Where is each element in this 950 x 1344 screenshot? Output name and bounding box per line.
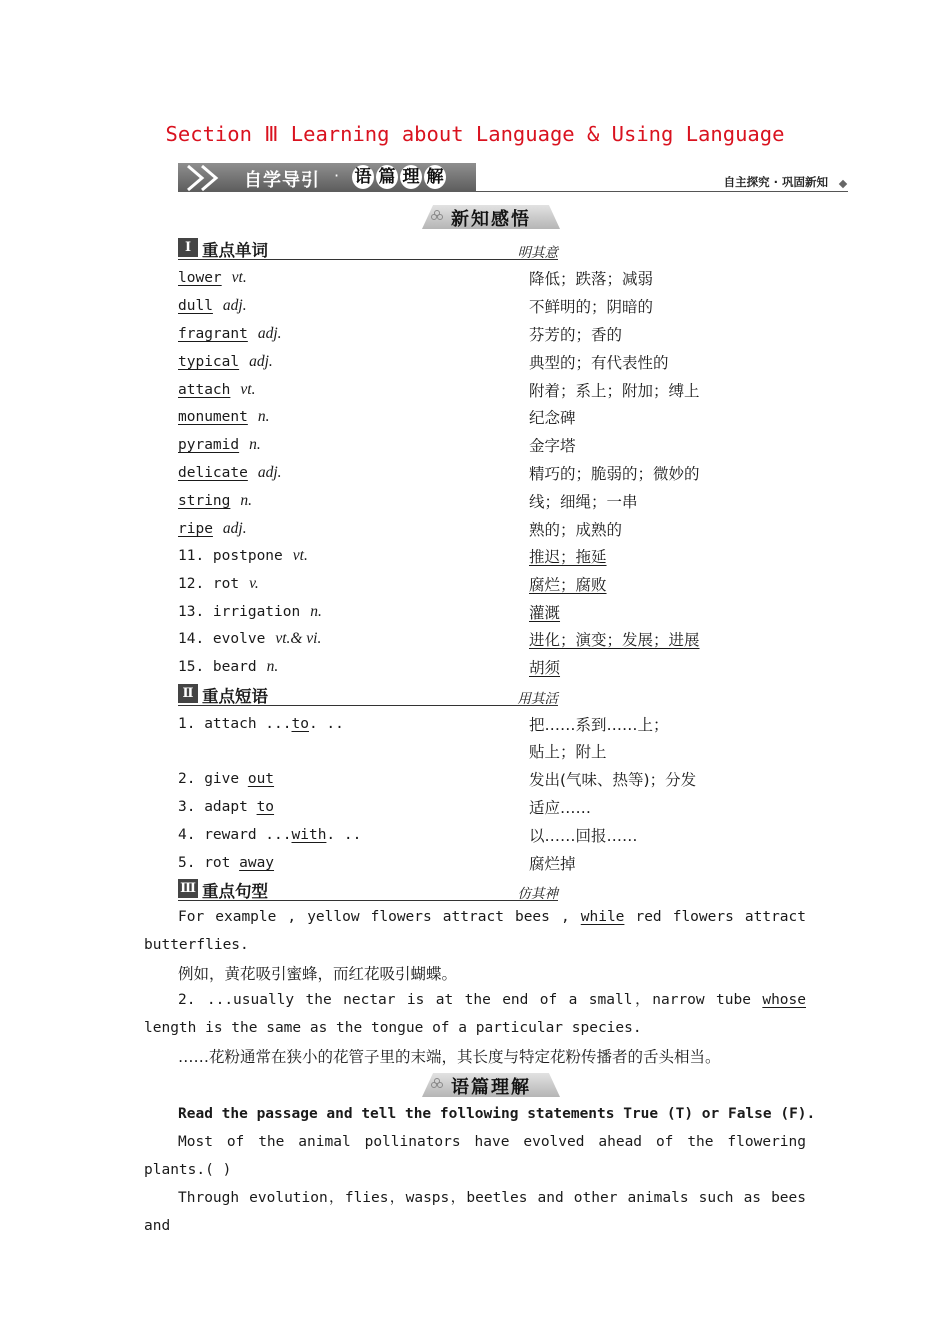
word: string [178, 493, 231, 509]
phrase-row [178, 769, 274, 787]
reading-question-2: Through evolution，flies，wasps，beetles and other animals such as bees and [144, 1190, 806, 1234]
part-of-speech: adj. [222, 520, 247, 537]
word-meaning: 降低；跌落；减弱 [529, 270, 654, 288]
part-of-speech: v. [249, 575, 259, 592]
double-chevron-icon [182, 165, 236, 191]
word-meaning: 芬芳的；香的 [529, 326, 623, 344]
tag-new-knowledge [422, 205, 560, 231]
word-row [178, 324, 282, 343]
banner-dot: · [334, 166, 340, 185]
word: monument [178, 409, 248, 425]
sentence-2 [144, 987, 806, 1042]
word: 12. rot [178, 576, 240, 592]
subheading-label: 重点句型 [202, 882, 268, 901]
subheading-phrases [178, 683, 558, 706]
word-meaning: 腐烂；腐败 [529, 576, 607, 594]
phrase-text: . .. [326, 827, 362, 843]
part-of-speech: vt.& vi. [275, 630, 322, 647]
word-row [178, 380, 255, 399]
sentence-text: For example , yellow flowers attract bees , [178, 909, 581, 925]
phrase-text: 4. reward ... [178, 827, 292, 843]
word-row [178, 657, 278, 676]
sentence-text: red flowers attract butterflies. [144, 909, 806, 953]
word-meaning: 不鲜明的；阴暗的 [529, 298, 654, 316]
phrase-meaning: 适应…… [529, 799, 592, 817]
banner-sub-char: 篇 [376, 165, 398, 189]
phrase-text: . .. [308, 716, 344, 732]
word: attach [178, 382, 231, 398]
word-row [178, 268, 247, 287]
sentence-blank: while [580, 909, 625, 925]
word-meaning: 附着；系上；附加；缚上 [529, 382, 700, 400]
word-meaning: 金字塔 [529, 437, 576, 455]
word-meaning: 精巧的；脆弱的；微妙的 [529, 465, 700, 483]
word-meaning: 熟的；成熟的 [529, 521, 623, 539]
banner-main-text: 自学导引 [244, 170, 320, 191]
word-row [178, 463, 282, 482]
phrase-meaning: 以……回报…… [529, 827, 638, 845]
subheading-right: 明其意 [517, 245, 558, 261]
word-meaning: 纪念碑 [529, 409, 576, 427]
word-row [178, 602, 322, 621]
banner-right-text: 自主探究 · 巩固新知 [723, 175, 828, 189]
word-meaning: 推迟；拖延 [529, 548, 607, 566]
phrase-blank: away [239, 855, 275, 871]
tag-reading [422, 1073, 560, 1099]
page-title: Section Ⅲ Learning about Language & Using Language [165, 122, 785, 146]
subheading-right: 仿其神 [517, 886, 558, 902]
part-of-speech: n. [249, 436, 261, 453]
part-of-speech: adj. [249, 353, 273, 370]
phrase-text: 3. adapt [178, 799, 257, 815]
part-of-speech: adj. [257, 325, 282, 342]
sentence-1-translation: 例如，黄花吸引蜜蜂，而红花吸引蝴蝶。 [178, 965, 458, 983]
part-of-speech: n. [310, 603, 322, 620]
phrase-blank: with [291, 827, 327, 843]
subheading-label: 重点单词 [202, 241, 268, 260]
tag-title: 新知感悟 [451, 209, 531, 230]
phrase-meaning: 腐烂掉 [529, 855, 576, 873]
word: fragrant [178, 326, 248, 342]
sentence-text: length is the same as the tongue of a particular species. [144, 1019, 642, 1036]
phrase-blank: to [291, 716, 309, 732]
word-meaning: 灌溉 [529, 604, 561, 622]
word: lower [178, 270, 222, 286]
word-row [178, 352, 273, 371]
reading-instruction: Read the passage and tell the following statements True (T) or False (F). [178, 1106, 816, 1122]
word: pyramid [178, 437, 240, 453]
word-row [178, 435, 261, 454]
phrase-text: 5. rot [178, 855, 240, 871]
subheading-label: 重点短语 [202, 687, 268, 706]
subheading-number: Ⅲ [178, 879, 198, 898]
word: 13. irrigation [178, 604, 301, 620]
subheading-sentences [178, 878, 558, 901]
part-of-speech: n. [266, 658, 279, 675]
phrase-meaning-2: 贴上；附上 [529, 743, 607, 761]
part-of-speech: vt. [231, 269, 247, 286]
word-row [178, 629, 321, 648]
part-of-speech: adj. [222, 297, 247, 314]
subheading-right: 用其活 [517, 691, 558, 707]
word-row [178, 407, 269, 426]
phrase-text: 2. give [178, 771, 248, 787]
part-of-speech: vt. [292, 547, 308, 564]
banner-sub-char: 解 [424, 165, 446, 189]
part-of-speech: n. [240, 492, 253, 509]
phrase-blank: to [256, 799, 275, 815]
word-row [178, 296, 247, 315]
banner-sub-char: 语 [352, 165, 374, 189]
banner-sub-char: 理 [400, 165, 422, 189]
phrase-row [178, 853, 274, 871]
diamond-icon [839, 180, 847, 188]
subheading-number: Ⅱ [178, 684, 198, 703]
phrase-blank: out [247, 771, 275, 787]
word-row [178, 519, 247, 538]
word-meaning: 线；细绳；一串 [529, 493, 638, 511]
word-meaning: 胡须 [529, 659, 561, 677]
word: 11. postpone [178, 548, 283, 564]
tag-title: 语篇理解 [451, 1077, 531, 1098]
reading-question-1: Most of the animal pollinators have evolved ahead of the flowering plants.( ) [144, 1134, 806, 1178]
banner-rule [476, 191, 848, 192]
word-row [178, 546, 308, 565]
phrase-row [178, 825, 361, 843]
sentence-2-translation: ……花粉通常在狭小的花管子里的末端，其长度与特定花粉传播者的舌头相当。 [178, 1048, 721, 1066]
banner-sub-text [352, 165, 446, 189]
phrase-meaning: 发出(气味、热等)；分发 [529, 771, 697, 789]
word-meaning: 典型的；有代表性的 [529, 354, 669, 372]
word: ripe [178, 521, 213, 537]
part-of-speech: adj. [257, 464, 282, 481]
word-meaning: 进化；演变；发展；进展 [529, 631, 700, 649]
word: dull [178, 298, 213, 314]
word-row [178, 574, 259, 593]
word: 15. beard [178, 659, 257, 675]
word: typical [178, 354, 240, 370]
section-banner [178, 163, 848, 195]
phrase-meaning: 把……系到……上； [529, 716, 669, 734]
sentence-1 [144, 904, 806, 959]
subheading-number: Ⅰ [178, 238, 198, 257]
word: delicate [178, 465, 248, 481]
subheading-words [178, 237, 558, 260]
sentence-text: 2. ...usually the nectar is at the end of a small，narrow tube [178, 992, 763, 1008]
word-row [178, 491, 252, 510]
part-of-speech: vt. [240, 381, 256, 398]
phrase-row [178, 714, 344, 732]
part-of-speech: n. [257, 408, 270, 425]
phrase-row [178, 797, 274, 815]
word: 14. evolve [178, 631, 266, 647]
phrase-text: 1. attach ... [178, 716, 292, 732]
sentence-blank: whose [762, 992, 806, 1008]
